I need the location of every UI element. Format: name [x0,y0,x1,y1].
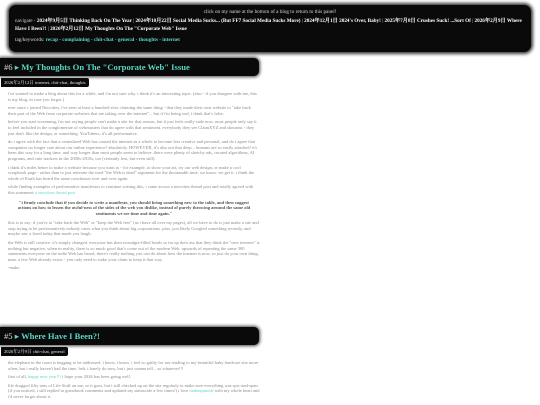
nav-links: navigate - 2024年9月5日 Thinking Back On The Year | 2024年10月22日 Social Media Sucks... (But FF7 Social Media Sucks More) | 2024年12月1日 2024's Over, Baby! | 2025年7月8日 Crushes Suck! ...Sort Of | 2026年2月9日 Where Have I Been?! | 2026年2月12日 My Thoughts On The "Corporate Web" Issue [15,18,522,32]
arrow-icon: ▸ [14,62,20,72]
paragraph: i've wanted to make a blog about this for a while, and i'm not sure why. i think it's an interesting topic. (also - if you disagree with me, this is my blog, in case you forgot.) [8,91,257,102]
post-title-bar[interactable] [0,327,259,345]
post-title: Where Have I Been?! [21,331,100,341]
paragraph: the Web is still creative. it's simply changed. everyone has their nostalgia-filled heads so far up their ass that they think the "new internet" is nothing but negative, when in reality, there is so much good that's come out of the modern Web. upwards of repeating the same 300 statements everyone on the indie Web has heard, there's really nothing you can do about how the internet is now, so just do your own thing, man. a few Web already exists - you only need to stake your claim to keep it that way. [8,240,260,262]
post-number: #6 [4,62,13,72]
post-body [8,360,260,405]
nav-link[interactable]: 2026年2月9日 Where Have I Been?! [15,18,522,32]
nav-link[interactable]: 2024年9月5日 Thinking Back On The Year [36,18,132,25]
nav-link[interactable]: 2025年7月8日 Crushes Suck! ...Sort Of [384,18,471,25]
post-body [8,91,260,321]
paragraph: this is to say: if you're to "take back the Web" or "keep the Web free" (as i have all over my pages), all we have to do is just make a site and stop trying to be performatively nobody cares what you think about big corporations. plus, you likely Googled something recently, and maybe saw a fixed today that made you laugh. [8,220,259,237]
paragraph: i think it's miles better to make a website because you want to - for example, to show your art, try out web design, or make a cool scrapbook page - rather than to just reiterate the tired "the Web is dead" argument for the thousandth time. we know. we get it. i think the whole of Earth has heard the same conclusion over and over again. [8,164,255,181]
nav-label: navigate - [15,18,37,25]
quote-block: "i firmly conclude that if you decide to write a manifesto, you should bring something new to the table, and then suggest actions on how to lessen the awful-ness of the sides of the web you dislike, instead of purely throwing around the same old sentiments we see time and time again." [17,199,251,216]
paragraph [8,374,260,380]
paragraph-text: first of all, happy new year!!! i hope your 2026 has been going well. [8,374,131,380]
paragraph: the elephant in the room is begging to be addressed. i know, i know. i feel so guilty for not tending to my beautiful baby hardcore site more often, but i really haven't had the time. heh. i barely do now, but i just wanna tell... so whatever!!! [8,360,259,371]
tag-links[interactable]: recap - complaining - chit-chat - general - thoughts - internet [45,37,180,44]
paragraph: ever since i joined Neocities, i've seen at least a hundred sites claiming the same thing - that they made their own website to "take back their part of the Web from corporate websites that are taking over the internet"... but if i'm being real, i think that's false. [8,105,251,116]
post-number: #5 [4,331,13,341]
post-title-bar[interactable] [0,58,259,76]
post-meta: 2026年2月12日 internet, chit-chat, thoughts [1,78,89,87]
nav-link[interactable]: 2026年2月12日 My Thoughts On The "Corporate Web" Issue [50,25,187,32]
nav-link[interactable]: 2024年12月1日 2024's Over, Baby! [304,18,381,25]
paragraph-text: while finding examples of performative manifestos to continue writing this, i came across a neocities thread post and totally agreed with this statement: [8,184,254,195]
paragraph: life dragged fifty tons of Life Stuff on me, so it goes, but i still checked up on the site regularly to make sure everything was spic-and-span. (if you noticed, i still replied to guestbook comments and updated my statuscafe a few times!) i love makeupmode with my whole heart and i'd never forget about it. [8,382,260,399]
tag-keywords [15,37,525,44]
tag-label: tag/keywords: [15,37,46,44]
paragraph: do i agree with the fact that a centralized Web has caused the internet as a whole to become less creative and personal, and do i agree that companies no longer care about our online experience? absolutely. HOWEVER, it's also not that deep... humans are so easily attached! it's been this way for a long time, and way longer than most people seem to believe. there were plenty of sketchy ads, curated algorithms, AI programs, and cute trackers in the 2000s-2010s, too (certainly less, but even still). [8,139,258,161]
navigation-panel [9,5,531,52]
nav-hint: click on my name at the bottom of a blog to return to this panel! [203,9,337,15]
post-title: My Thoughts On The "Corporate Web" Issue [21,62,190,72]
paragraph: before you start screaming, i'm not saying people can't make a site for that reason, but it just feels really stale now. most people only say it to feel included in the conglomerate of webmasters that do agree with that sentiment. everybody they see ClaimXYZ and shoutout - they just don't like the design, or something. YouTubers, it's all performative. [8,119,257,136]
paragraph [8,184,260,195]
post-meta: 2026年2月9日 chit-chat, general [1,347,68,356]
site-link[interactable]: makeupmode [189,388,214,394]
signature: -mako [8,265,20,271]
thread-link[interactable]: a neocities thread post [35,189,76,195]
arrow-icon: ▸ [14,331,20,341]
nav-link[interactable]: 2024年10月22日 Social Media Sucks... (But FF7 Social Media Sucks More) [135,18,301,25]
highlight-text: happy new year!!! [28,374,61,380]
